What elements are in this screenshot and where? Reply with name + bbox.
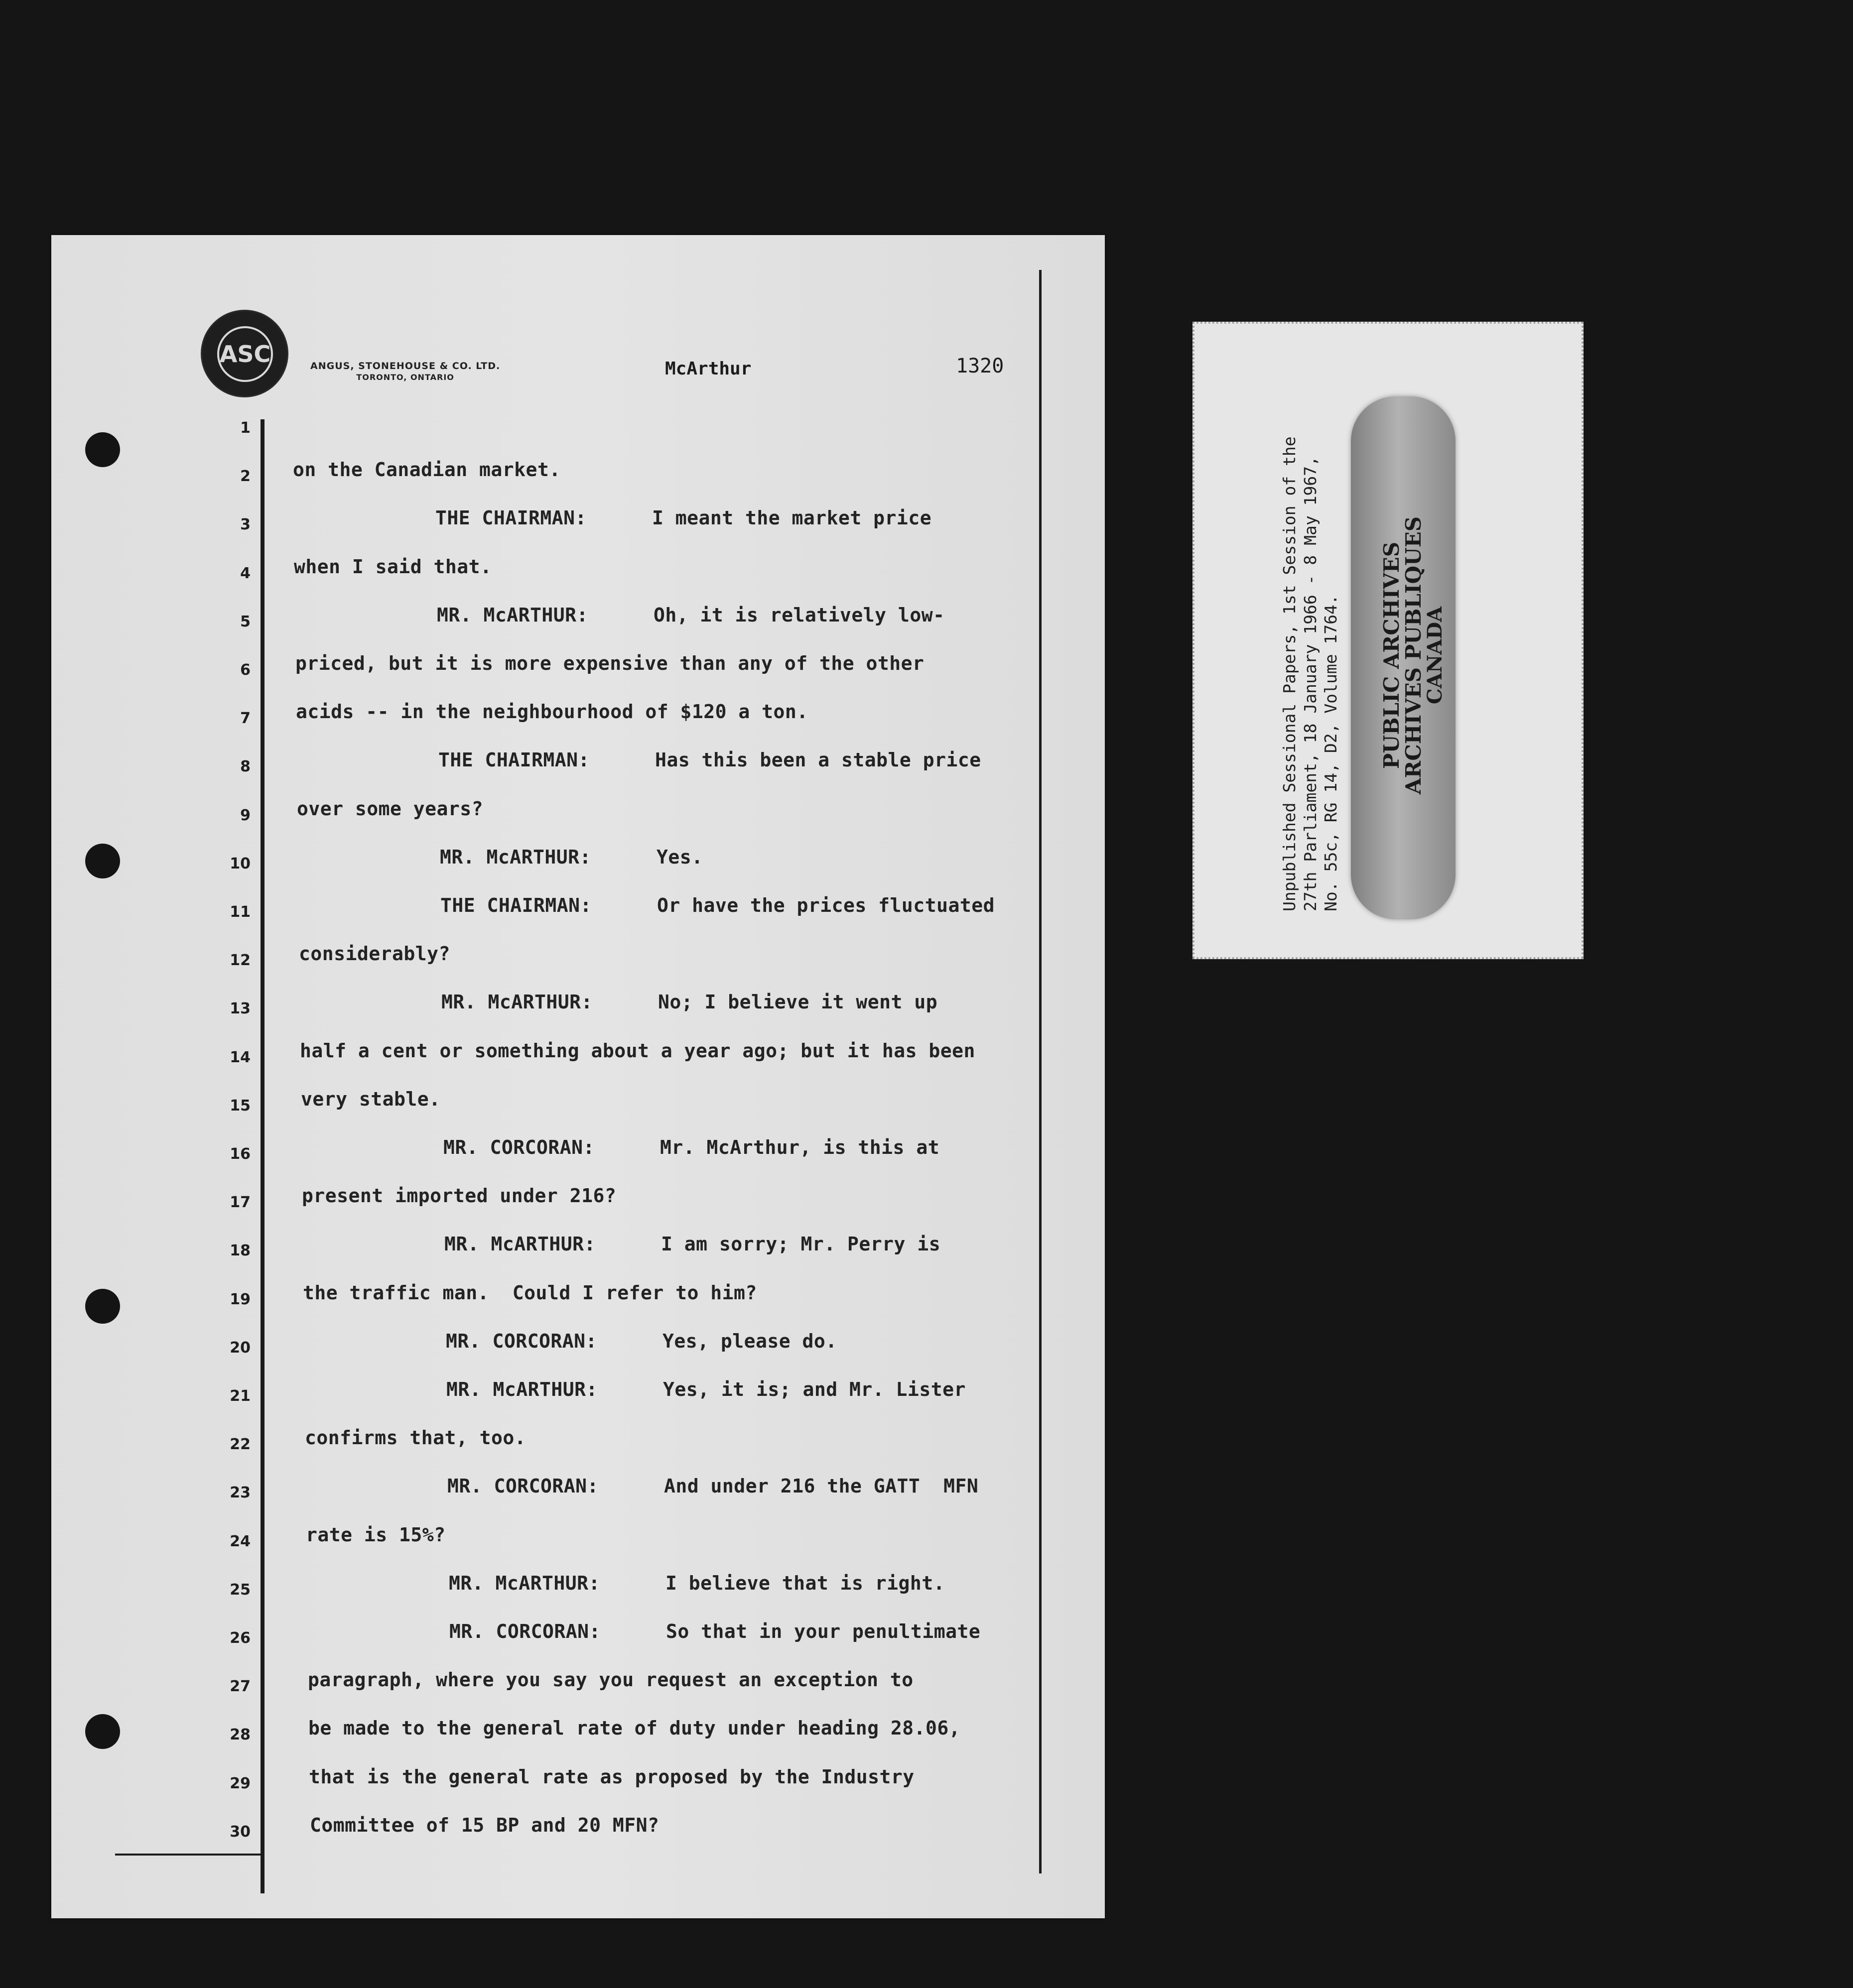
line-number: 25 bbox=[230, 1581, 251, 1599]
line-number: 12 bbox=[230, 952, 251, 970]
line-number: 15 bbox=[230, 1097, 251, 1115]
punch-hole bbox=[85, 1289, 120, 1324]
line-number: 21 bbox=[230, 1387, 251, 1405]
speaker-label: MR. McARTHUR: bbox=[449, 1572, 600, 1594]
transcript-text: So that in your penultimate bbox=[666, 1620, 981, 1642]
line-number: 8 bbox=[240, 758, 251, 776]
line-number: 6 bbox=[240, 661, 251, 679]
line-number: 30 bbox=[230, 1823, 251, 1841]
witness-header: McArthur bbox=[665, 359, 752, 379]
transcript-text: that is the general rate as proposed by the Industry bbox=[309, 1765, 915, 1788]
line-number: 24 bbox=[230, 1532, 251, 1550]
line-number: 28 bbox=[230, 1726, 251, 1744]
line-number: 11 bbox=[230, 903, 251, 921]
transcript-text: I am sorry; Mr. Perry is bbox=[661, 1233, 941, 1255]
speaker-label: MR. McARTHUR: bbox=[440, 846, 591, 868]
transcript-text: present imported under 216? bbox=[302, 1185, 617, 1207]
speaker-label: THE CHAIRMAN: bbox=[438, 749, 590, 771]
transcript-text: be made to the general rate of duty under heading 28.06, bbox=[308, 1717, 961, 1740]
line-number: 20 bbox=[230, 1339, 251, 1357]
transcript-text: on the Canadian market. bbox=[293, 459, 561, 481]
speaker-label: MR. McARTHUR: bbox=[441, 991, 593, 1013]
citation-line: Unpublished Sessional Papers, 1st Session of the bbox=[1280, 436, 1299, 911]
archive-citation bbox=[1279, 324, 1341, 911]
stamp-line: ARCHIVES PUBLIQUES bbox=[1401, 516, 1426, 795]
page-number: 1320 bbox=[956, 355, 1004, 377]
citation-line: No. 55c, RG 14, D2, Volume 1764. bbox=[1321, 595, 1341, 911]
line-number: 13 bbox=[230, 1000, 251, 1018]
speaker-label: MR. CORCORAN: bbox=[449, 1620, 601, 1642]
transcript-text: over some years? bbox=[297, 797, 484, 820]
speaker-label: MR. CORCORAN: bbox=[443, 1136, 595, 1158]
line-number: 29 bbox=[230, 1774, 251, 1792]
line-number: 19 bbox=[230, 1290, 251, 1308]
line-number: 4 bbox=[240, 564, 251, 582]
transcript-text: I believe that is right. bbox=[665, 1572, 945, 1594]
line-number: 9 bbox=[240, 806, 251, 824]
speaker-label: MR. CORCORAN: bbox=[446, 1330, 597, 1352]
left-margin-rule bbox=[261, 419, 265, 1893]
member-seal-logo bbox=[201, 310, 288, 397]
transcript-text: Yes, please do. bbox=[662, 1330, 837, 1352]
citation-line: 27th Parliament, 18 January 1966 - 8 May 1967, bbox=[1300, 456, 1320, 911]
transcript-text: acids -- in the neighbourhood of $120 a ton. bbox=[296, 701, 808, 723]
punch-hole bbox=[85, 844, 120, 878]
speaker-label: MR. McARTHUR: bbox=[446, 1378, 598, 1400]
line-number: 14 bbox=[230, 1048, 251, 1066]
transcript-text: Oh, it is relatively low- bbox=[654, 604, 945, 626]
line-number: 27 bbox=[230, 1678, 251, 1696]
transcript-text: Mr. McArthur, is this at bbox=[660, 1136, 940, 1158]
line-number: 22 bbox=[230, 1436, 251, 1454]
transcript-text: I meant the market price bbox=[652, 507, 932, 529]
transcript-text: And under 216 the GATT MFN bbox=[664, 1475, 979, 1497]
stamp-line: CANADA bbox=[1423, 606, 1447, 705]
line-number: 3 bbox=[240, 516, 251, 534]
transcript-text: when I said that. bbox=[294, 555, 492, 578]
transcript-text: the traffic man. Could I refer to him? bbox=[303, 1281, 757, 1304]
company-name: ANGUS, STONEHOUSE & CO. LTD. bbox=[310, 361, 501, 372]
right-margin-rule bbox=[1039, 270, 1042, 1873]
transcript-text: Yes, it is; and Mr. Lister bbox=[663, 1378, 966, 1400]
line-number: 26 bbox=[230, 1629, 251, 1647]
company-letterhead bbox=[310, 361, 500, 382]
transcript-text: Committee of 15 BP and 20 MFN? bbox=[310, 1814, 660, 1836]
transcript-text: Yes. bbox=[657, 846, 703, 868]
seal-monogram: ASC bbox=[217, 326, 273, 382]
punch-hole bbox=[85, 1714, 120, 1749]
line-number: 18 bbox=[230, 1242, 251, 1260]
transcript-text: No; I believe it went up bbox=[658, 991, 938, 1013]
speaker-label: MR. McARTHUR: bbox=[437, 604, 588, 626]
transcript-text: Or have the prices fluctuated bbox=[657, 894, 995, 916]
transcript-text: very stable. bbox=[301, 1088, 441, 1110]
company-city: TORONTO, ONTARIO bbox=[356, 372, 454, 382]
stamp-line: PUBLIC ARCHIVES bbox=[1379, 541, 1404, 769]
transcript-text: rate is 15%? bbox=[306, 1523, 446, 1546]
speaker-label: THE CHAIRMAN: bbox=[435, 507, 587, 529]
line-number: 5 bbox=[240, 613, 251, 630]
transcript-text: confirms that, too. bbox=[305, 1427, 527, 1449]
line-number: 1 bbox=[240, 419, 251, 437]
line-number: 10 bbox=[230, 855, 251, 872]
speaker-label: MR. CORCORAN: bbox=[447, 1475, 599, 1497]
transcript-text: half a cent or something about a year ago; but it has been bbox=[300, 1039, 975, 1062]
speaker-label: MR. McARTHUR: bbox=[444, 1233, 596, 1255]
transcript-text: paragraph, where you say you request an exception to bbox=[308, 1669, 914, 1691]
bottom-rule bbox=[115, 1854, 263, 1856]
archive-label-card bbox=[1192, 322, 1584, 959]
transcript-text: priced, but it is more expensive than any of the other bbox=[295, 652, 925, 674]
transcript-text: considerably? bbox=[299, 943, 450, 965]
line-number: 23 bbox=[230, 1484, 251, 1502]
public-archives-stamp bbox=[1351, 396, 1456, 919]
stamp-text bbox=[1381, 486, 1446, 825]
speaker-label: THE CHAIRMAN: bbox=[440, 894, 592, 916]
line-number: 2 bbox=[240, 468, 251, 486]
transcript-text: Has this been a stable price bbox=[655, 749, 981, 771]
line-number: 16 bbox=[230, 1145, 251, 1163]
transcript-page bbox=[51, 235, 1105, 1918]
punch-hole bbox=[85, 432, 120, 467]
line-number: 17 bbox=[230, 1194, 251, 1212]
line-number: 7 bbox=[240, 710, 251, 728]
